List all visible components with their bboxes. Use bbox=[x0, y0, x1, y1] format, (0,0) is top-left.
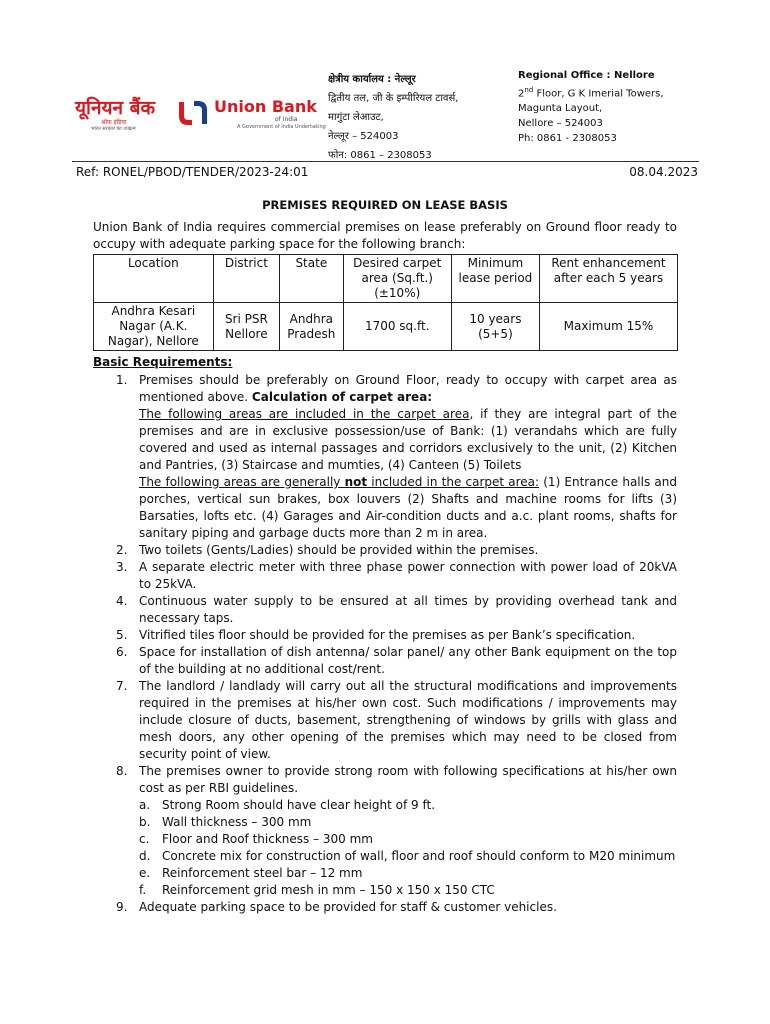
intro-paragraph: Union Bank of India requires commercial premises on lease preferably on Ground floor ready to occupy with adequate parking space for the following branch: bbox=[93, 220, 677, 251]
office-title-hindi: क्षेत्रीय कार्यालय : नेल्लूर bbox=[328, 74, 416, 85]
logo-english-name: Union Bank bbox=[214, 97, 317, 116]
list-item: 9. Adequate parking space to be provided for staff & customer vehicles. bbox=[116, 900, 557, 914]
sub-list-item: d. Concrete mix for construction of wall, floor and roof should conform to M20 minimum bbox=[139, 849, 676, 863]
office-address-hindi bbox=[328, 70, 458, 165]
sub-list-item: b. Wall thickness – 300 mm bbox=[139, 815, 312, 829]
document-title: PREMISES REQUIRED ON LEASE BASIS bbox=[262, 198, 508, 212]
sub-list-item: f. Reinforcement grid mesh in mm – 150 x 150 x 150 CTC bbox=[139, 883, 495, 897]
logo-hindi-sub: ऑफ इंडिया bbox=[101, 119, 127, 126]
reference-number: Ref: RONEL/PBOD/TENDER/2023-24:01 bbox=[76, 165, 309, 179]
office-line2-english: Magunta Layout, bbox=[518, 103, 603, 115]
logo-hindi-name: यूनियन बैंक bbox=[75, 97, 156, 119]
office-line1-english: 2nd Floor, G K Imerial Towers, bbox=[518, 86, 664, 100]
requirements-list bbox=[93, 372, 677, 916]
logo-english-tag: A Government of India Undertaking bbox=[237, 124, 326, 130]
sub-list-item: a. Strong Room should have clear height of 9 ft. bbox=[139, 798, 436, 812]
table-header-cell: Rent enhancement after each 5 years bbox=[539, 255, 677, 303]
table-header-cell: District bbox=[213, 255, 279, 303]
sub-list-item: e. Reinforcement steel bar – 12 mm bbox=[139, 866, 363, 880]
table-cell-area: 1700 sq.ft. bbox=[343, 303, 451, 351]
office-address-english bbox=[518, 68, 664, 146]
table-header-cell: State bbox=[280, 255, 343, 303]
table-cell-lease-period: 10 years (5+5) bbox=[451, 303, 539, 351]
table-cell-state: Andhra Pradesh bbox=[280, 303, 343, 351]
requirements-heading: Basic Requirements: bbox=[93, 355, 233, 369]
list-item: 7. The landlord / landlady will carry out all the structural modifications and improvements required in the premises at his/her own cost. Such modifications / improvements may include closure of ducts, basement, strengthening of windows by grills with glass and mesh doors, any other opening of the premises which may need to be closed from security point of view. bbox=[116, 679, 677, 761]
office-phone-english: Ph: 0861 - 2308053 bbox=[518, 133, 617, 145]
table-header-row bbox=[94, 255, 678, 303]
table-header-cell: Location bbox=[94, 255, 214, 303]
table-header-cell: Minimum lease period bbox=[451, 255, 539, 303]
office-line2-hindi: मागुंटा लेआउट, bbox=[328, 112, 384, 123]
list-item: 2. Two toilets (Gents/Ladies) should be provided within the premises. bbox=[116, 543, 539, 557]
header-divider bbox=[72, 161, 699, 162]
office-phone-hindi: फोन: 0861 – 2308053 bbox=[328, 150, 432, 161]
list-item: 3. A separate electric meter with three phase power connection with power load of 20kVA to 25kVA. bbox=[116, 560, 677, 591]
list-item: 4. Continuous water supply to be ensured at all times by providing overhead tank and necessary taps. bbox=[116, 594, 677, 625]
office-line3-hindi: नेल्लूर – 524003 bbox=[328, 131, 399, 142]
table-header-cell: Desired carpet area (Sq.ft.) (±10%) bbox=[343, 255, 451, 303]
table-cell-location: Andhra Kesari Nagar (A.K. Nagar), Nellore bbox=[94, 303, 214, 351]
list-item: 1. Premises should be preferably on Ground Floor, ready to occupy with carpet area as mentioned above. Calculation of carpet area: The following areas are included in the carpet area, if they are integral part of the premises and are in exclusive possession/use of Bank: (1) verandahs which are fully covered and used as internal passages and corridors exclusively to the unit, (2) Kitchen and Pantries, (3) Staircase and mumties, (4) Canteen (5) Toilets The following areas are generally not included in the carpet area: (1) Entrance halls and porches, vertical sun brakes, box louvers (2) Shafts and machine rooms for lifts (3) Barsaties, lofts etc. (4) Garages and Air-condition ducts and a.c. plant rooms, shafts for sanitary piping and garbage ducts more than 2 m in area. bbox=[116, 373, 677, 540]
union-bank-emblem-icon bbox=[175, 98, 211, 128]
union-bank-logo bbox=[75, 97, 326, 138]
office-title-english: Regional Office : Nellore bbox=[518, 70, 655, 81]
list-item: 8. The premises owner to provide strong room with following specifications at his/her own cost as per RBI guidelines. a. Strong Room should have clear height of 9 ft. b. Wall thickness – 300 mm c. Floor and Roof thickness – 300 mm d. Concrete mix for construction of wall, floor and roof should conform to M20 minimum e. Reinforcement steel bar – 12 mm f. Reinforcement grid mesh in mm – 150 x 150 x 150 CTC bbox=[116, 764, 677, 897]
table-cell-district: Sri PSR Nellore bbox=[213, 303, 279, 351]
list-item: 6. Space for installation of dish antenna/ solar panel/ any other Bank equipment on the top of the building at no additional cost/rent. bbox=[116, 645, 677, 676]
office-line1-hindi: द्वितीय तल, जी के इम्पीरियल टावर्स, bbox=[328, 93, 459, 104]
office-line3-english: Nellore – 524003 bbox=[518, 118, 603, 130]
table-row bbox=[94, 303, 678, 351]
document-date: 08.04.2023 bbox=[629, 165, 698, 179]
logo-hindi-tag: भारत सरकार का उपक्रम bbox=[91, 126, 136, 132]
list-item: 5. Vitrified tiles floor should be provided for the premises as per Bank’s specification. bbox=[116, 628, 636, 642]
branch-requirements-table bbox=[93, 254, 678, 351]
sub-list-item: c. Floor and Roof thickness – 300 mm bbox=[139, 832, 373, 846]
logo-english-sub: of India bbox=[275, 116, 298, 123]
table-cell-rent-enhancement: Maximum 15% bbox=[539, 303, 677, 351]
